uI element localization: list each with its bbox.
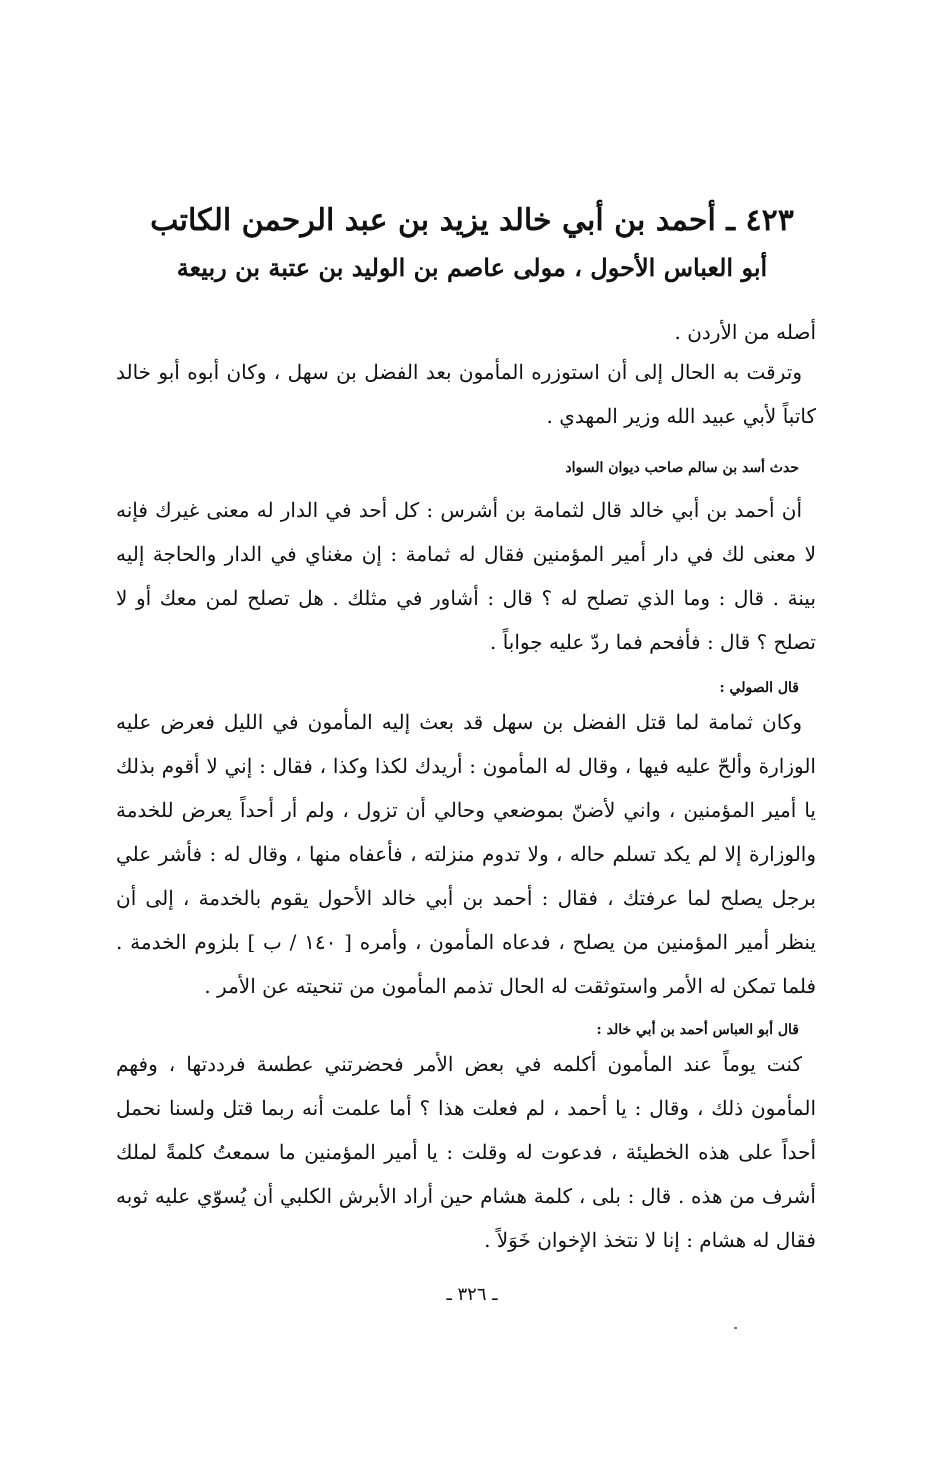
origin-paragraph: أصله من الأردن . [674,320,816,344]
section-paragraph: وكان ثمامة لما قتل الفضل بن سهل قد بعث إليه المأمون في الليل فعرض عليه الوزارة وألحّ عليه فيها ، وقال له المأمون : أريدك لكذا وكذا ، فقال : إني لا أقوم بذلك يا أمير المؤمنين ، واني لأضنّ بموضعي وحالي أن تزول ، ولم أر أحداً يعرض للخدمة والوزارة إلا لم يكد تسلم حاله ، ولا تدوم منزلته ، فأعفاه منها ، وقال له : فأشر علي برجل يصلح لما عرفتك ، فقال : أحمد بن أبي خالد الأحول يقوم بالخدمة ، إلى أن ينظر أمير المؤمنين من يصلح ، فدعاه المأمون ، وأمره [ ١٤٠ / ب ] بلزوم الخدمة . فلما تمكن له الأمر واستوثقت له الحال تذمم المأمون من تنحيته عن الأمر . [116,710,817,998]
section-paragraph: أن أحمد بن أبي خالد قال لثمامة بن أشرس : كل أحد في الدار له معنى غيرك فإنه لا معنى لك في دار أمير المؤمنين فقال له ثمامة : إن مغناي في الدار والحاجة إليه بينة . قال : وما الذي تصلح له ؟ قال : أشاور في مثلك . هل تصلح لمن معك أو لا تصلح ؟ قال : فأفحم فما ردّ عليه جواباً . [116,498,816,654]
narrator-line: حدث أسد بن سالم صاحب ديوان السواد [565,460,799,476]
scan-speck [734,1327,737,1329]
narrator-line: قال الصولي : [719,680,799,696]
entry-title: ٤٢٣ ـ أحمد بن أبي خالد يزيد بن عبد الرحمن الكاتب [150,203,794,238]
narrator-line: قال أبو العباس أحمد بن أبي خالد : [596,1022,799,1038]
career-paragraph: وترقت به الحال إلى أن استوزره المأمون بعد الفضل بن سهل ، وكان أبوه أبو خالد كاتباً لأبي عبيد الله وزير المهدي . [116,360,816,428]
page-number: ـ ٣٢٦ ـ [446,1284,498,1305]
entry-subtitle: أبو العباس الأحول ، مولى عاصم بن الوليد بن عتبة بن ربيعة [176,253,768,282]
section-paragraph: كنت يوماً عند المأمون أكلمه في بعض الأمر فحضرتني عطسة فرددتها ، وفهم المأمون ذلك ، وقال : يا أحمد ، لم فعلت هذا ؟ أما علمت أنه ربما قتل ولسنا نحمل أحداً على هذه الخطيئة ، فدعوت له وقلت : يا أمير المؤمنين ما سمعتُ كلمةً لملك أشرف من هذه . قال : بلى ، كلمة هشام حين أراد الأبرش الكلبي أن يُسوّي عليه ثوبه فقال له هشام : إنا لا نتخذ الإخوان خَوَلاً . [116,1052,816,1252]
